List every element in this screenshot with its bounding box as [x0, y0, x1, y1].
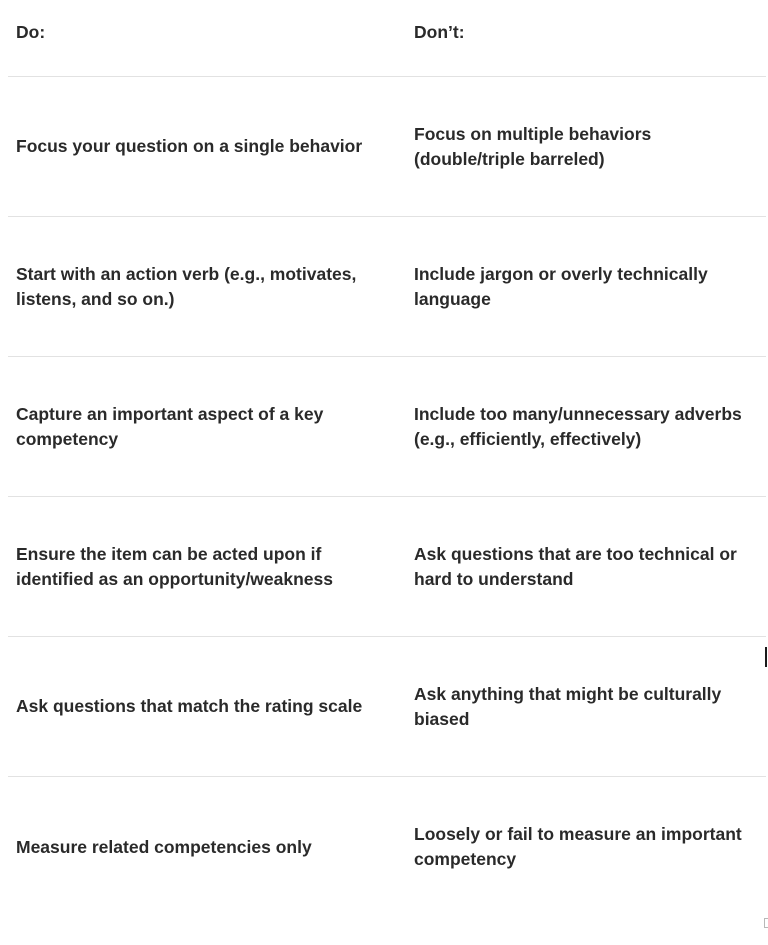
table-row: [8, 217, 766, 357]
do-dont-table: [8, 0, 766, 917]
dont-cell: Ask questions that are too technical or hard to understand: [414, 543, 737, 589]
table-row: [8, 77, 766, 217]
table-row: [8, 357, 766, 497]
edge-handle-icon: [764, 918, 768, 928]
dont-cell: Ask anything that might be culturally biased: [414, 683, 722, 729]
table-row: [8, 777, 766, 917]
dont-cell: Include too many/unnecessary adverbs (e.g., efficiently, effectively): [414, 403, 742, 449]
do-cell: Ask questions that match the rating scale: [16, 696, 363, 716]
table-row: [8, 497, 766, 637]
dont-cell: Focus on multiple behaviors (double/triple barreled): [414, 123, 652, 169]
table-row: [8, 637, 766, 777]
dont-cell: Include jargon or overly technically language: [414, 263, 708, 309]
table-header-row: [8, 0, 766, 77]
do-cell: Capture an important aspect of a key competency: [16, 403, 324, 449]
do-column-header: Do:: [16, 22, 46, 42]
do-cell: Ensure the item can be acted upon if identified as an opportunity/weakness: [16, 543, 334, 589]
do-cell: Measure related competencies only: [16, 836, 312, 857]
do-cell: Focus your question on a single behavior: [16, 136, 363, 156]
do-cell: Start with an action verb (e.g., motivates, listens, and so on.): [16, 263, 357, 309]
dont-cell: Loosely or fail to measure an important competency: [414, 824, 742, 869]
dont-column-header: Don’t:: [414, 22, 465, 42]
text-cursor-icon: [765, 647, 767, 667]
